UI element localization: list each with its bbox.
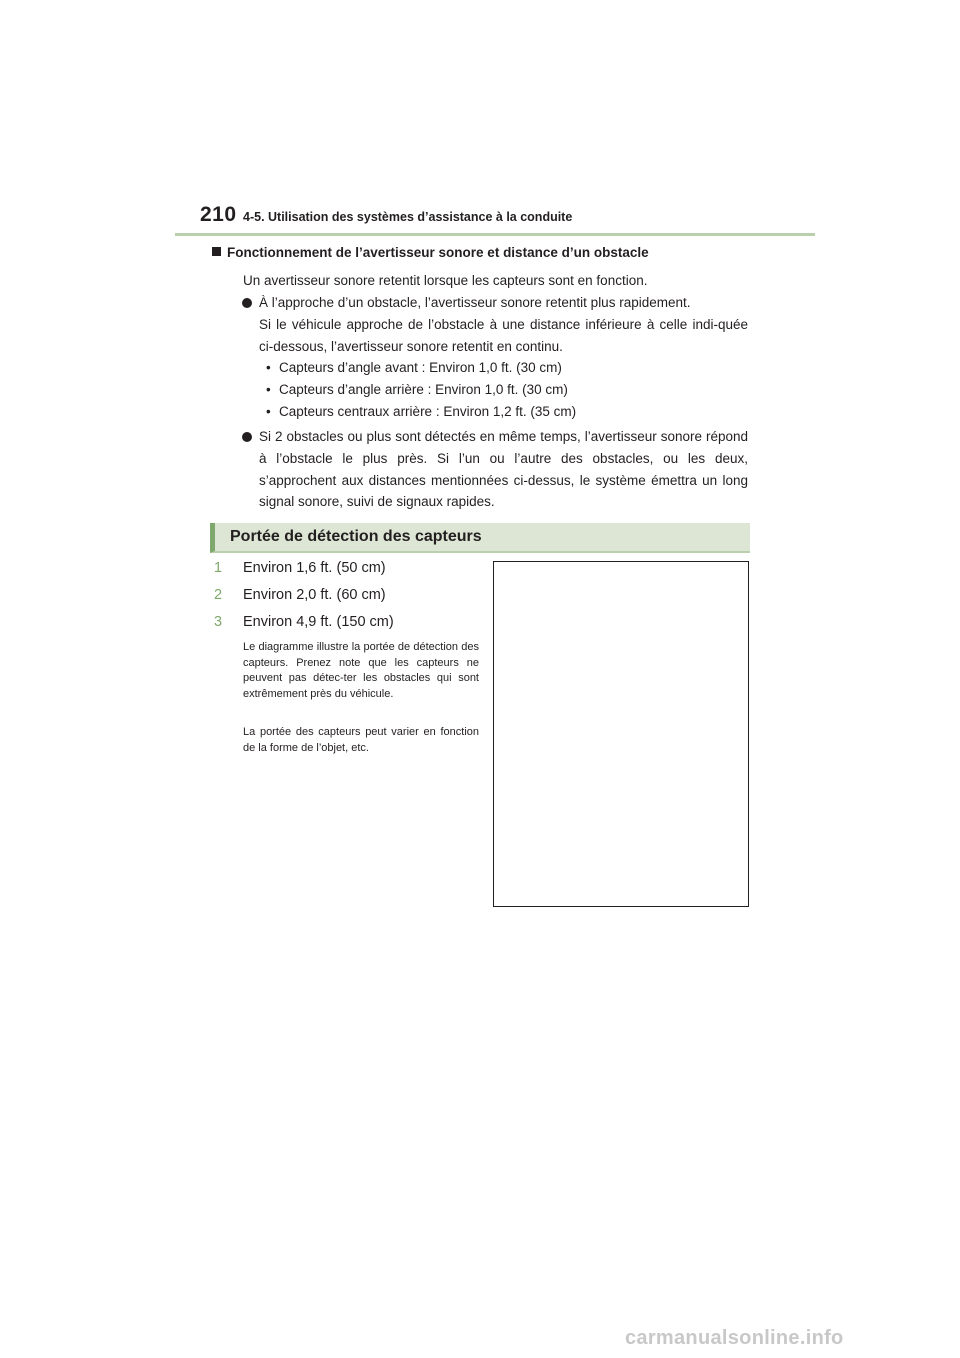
diagram-note-1: Le diagramme illustre la portée de détection des capteurs. Prenez note que les capteurs ne peuvent pas détec-ter les obstacles qui sont extrêmement près du véhicule. [243, 641, 479, 700]
callout-number-3: 3 [214, 614, 223, 630]
range-section-header [210, 523, 750, 553]
range-item-text: Environ 2,0 ft. (60 cm) [243, 587, 386, 603]
callout-number-1: 1 [214, 560, 223, 576]
bullet-item-1 [243, 292, 748, 423]
list-item: • Capteurs centraux arrière : Environ 1,2 ft. (35 cm) [266, 403, 577, 419]
watermark: carmanualsonline.info [625, 1327, 844, 1349]
chapter-title: 4-5. Utilisation des systèmes d’assistance à la conduite [243, 210, 573, 224]
square-bullet-icon [212, 247, 221, 256]
bullet-1-line-1: À l’approche d’un obstacle, l’avertisseur sonore retentit plus rapidement. [259, 295, 691, 310]
range-item-text: Environ 4,9 ft. (150 cm) [243, 614, 394, 630]
section-heading [212, 245, 649, 260]
list-item: • Capteurs d’angle arrière : Environ 1,0 ft. (30 cm) [266, 382, 568, 398]
bullet-dot-icon [242, 432, 252, 442]
corner-distance-list [259, 357, 748, 422]
range-item-text: Environ 1,6 ft. (50 cm) [243, 560, 386, 576]
range-section-title: Portée de détection des capteurs [230, 528, 482, 545]
bullet-dot-icon [242, 298, 252, 308]
diagram-note-2: La portée des capteurs peut varier en fonction de la forme de l’objet, etc. [243, 726, 479, 754]
bullet-2-text: Si 2 obstacles ou plus sont détectés en même temps, l’avertisseur sonore répond à l’obstacle le plus près. Si l’un ou l’autre des obstacles, ou les deux, s’approchent aux distances mentionnées ci-dessus, le système émettra un long signal sonore, suivi de signaux rapides. [259, 429, 748, 510]
callout-number-2: 2 [214, 587, 223, 603]
header-divider [175, 233, 815, 236]
section-heading-text: Fonctionnement de l’avertisseur sonore et distance d’un obstacle [227, 245, 649, 260]
sensor-range-diagram [493, 561, 749, 907]
bullet-1-line-2: Si le véhicule approche de l’obstacle à une distance inférieure à celle indi-quée ci-dessous, l’avertisseur sonore retentit en continu. [259, 316, 748, 354]
intro-paragraph: Un avertisseur sonore retentit lorsque les capteurs sont en fonction. [243, 273, 648, 288]
page-number: 210 [200, 203, 237, 226]
bullet-item-2 [243, 426, 748, 513]
list-item: • Capteurs d’angle avant : Environ 1,0 ft. (30 cm) [266, 360, 562, 376]
